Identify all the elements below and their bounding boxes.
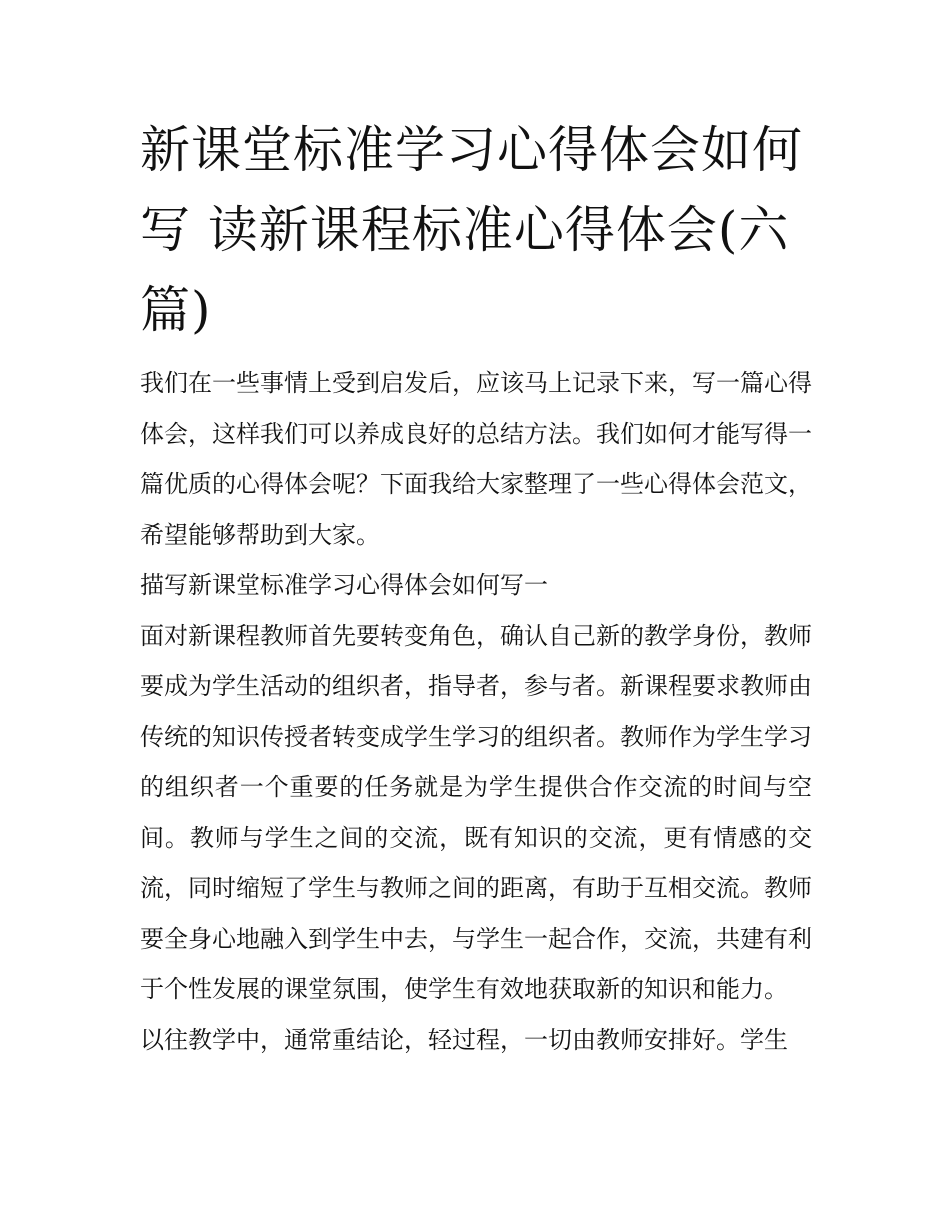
- document-title: 新课堂标准学习心得体会如何写 读新课程标准心得体会(六篇): [140, 121, 803, 339]
- body-paragraph: 以往教学中，通常重结论，轻过程，一切由教师安排好。学生: [140, 1025, 788, 1054]
- document-page: [140, 110, 812, 1065]
- body-paragraph: 面对新课程教师首先要转变角色，确认自己新的教学身份，教师要成为学生活动的组织者，指导者，参与者。新课程要求教师由传统的知识传授者转变成学生学习的组织者。教师作为学生学习的组织者一个重要的任务就是为学生提供合作交流的时间与空间。教师与学生之间的交流，既有知识的交流，更有情感的交流，同时缩短了学生与教师之间的距离，有助于互相交流。教师要全身心地融入到学生中去，与学生一起合作，交流，共建有利于个性发展的课堂氛围，使学生有效地获取新的知识和能力。: [140, 621, 812, 1003]
- section-heading: 描写新课堂标准学习心得体会如何写一: [140, 571, 548, 599]
- intro-paragraph: 我们在一些事情上受到启发后，应该马上记录下来，写一篇心得体会，这样我们可以养成良好的总结方法。我们如何才能写得一篇优质的心得体会呢？下面我给大家整理了一些心得体会范文，希望能够帮助到大家。: [140, 369, 812, 549]
